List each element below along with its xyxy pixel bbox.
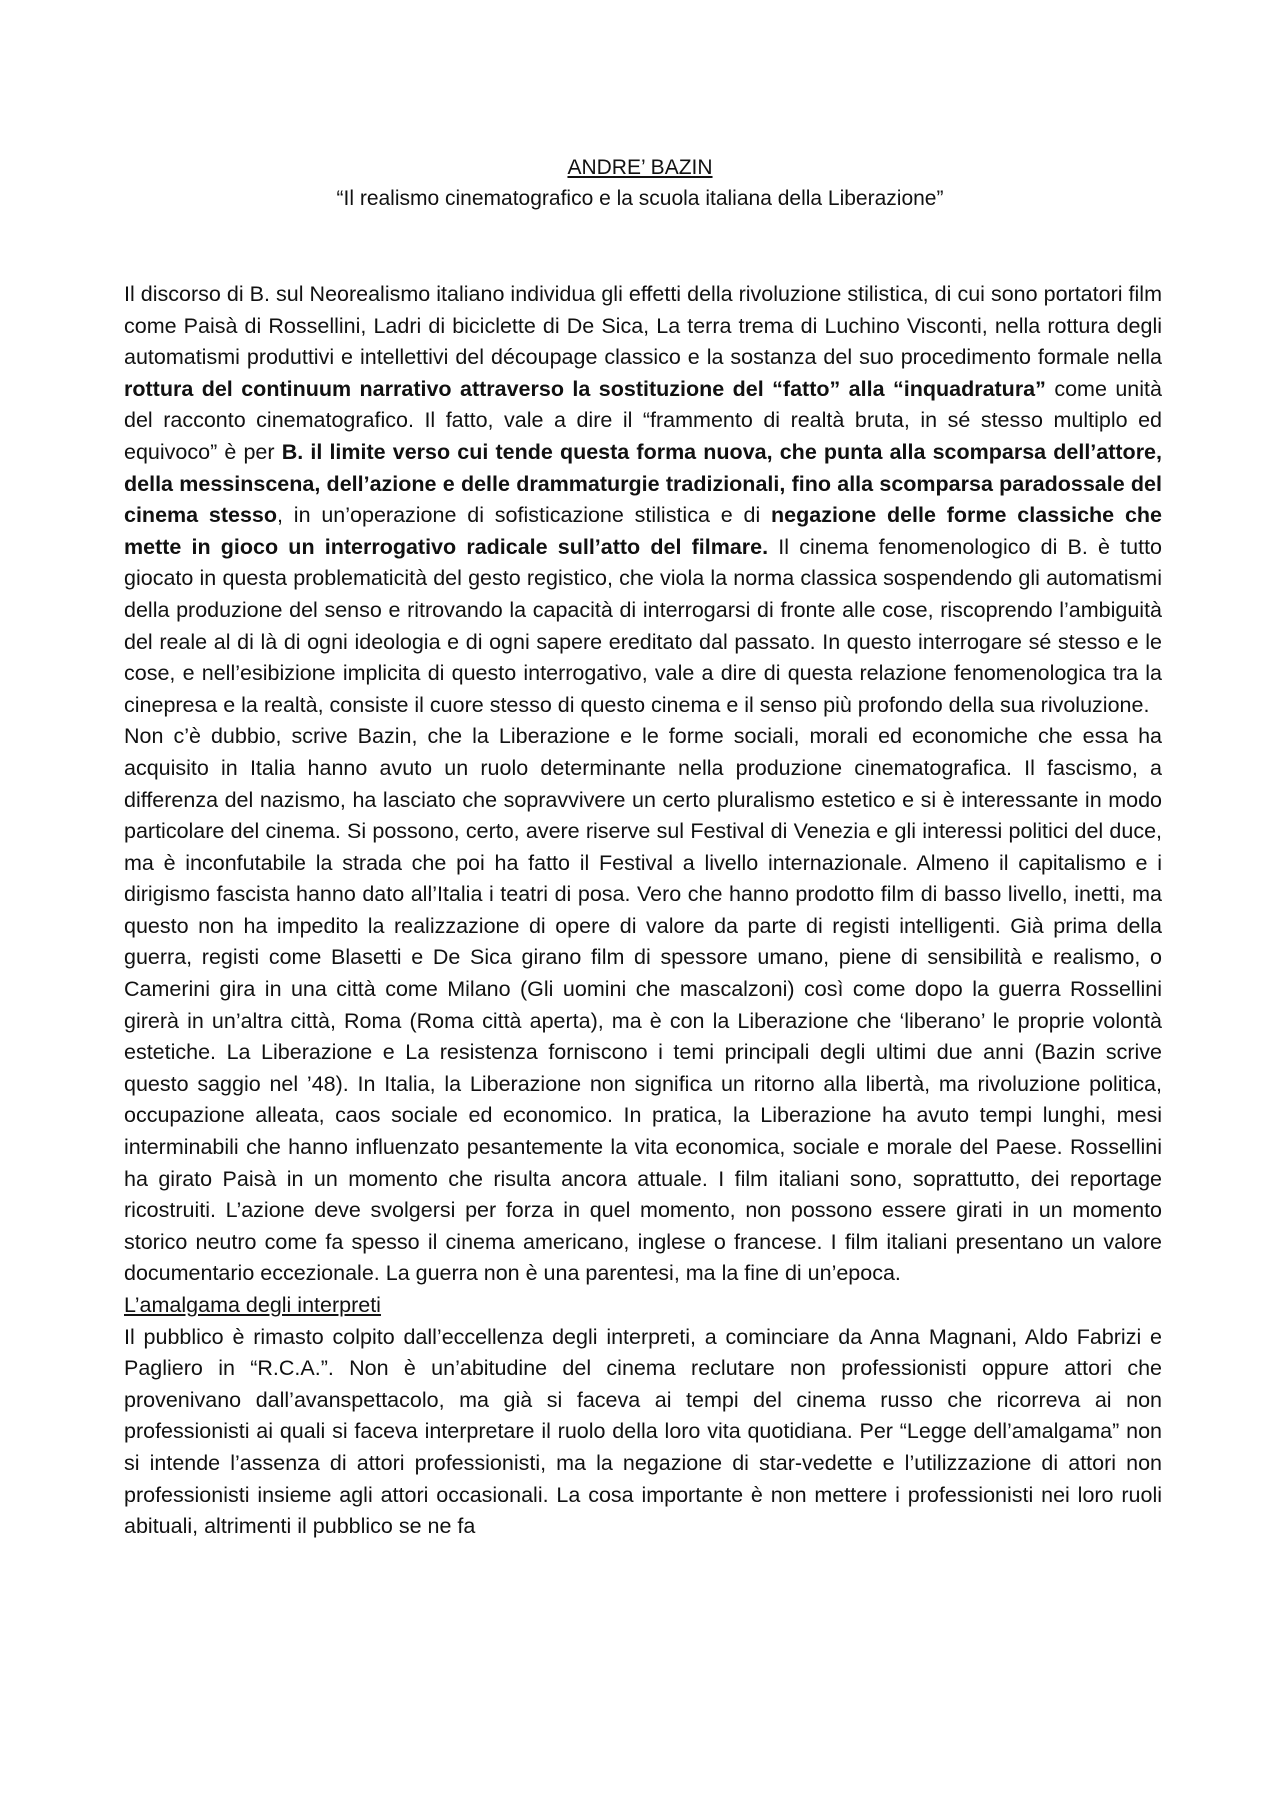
paragraph-intro	[124, 279, 1162, 721]
document-header	[0, 152, 1280, 214]
paragraph-liberation: Non c’è dubbio, scrive Bazin, che la Liberazione e le forme sociali, morali ed economiche che essa ha acquisito in Italia hanno avuto un ruolo determinante nella produzione cinematografica. Il fascismo, a differenza del nazismo, ha lasciato che sopravvivere un certo pluralismo estetico e si è interessante in modo particolare del cinema. Si possono, certo, avere riserve sul Festival di Venezia e gli interessi politici del duce, ma è inconfutabile la strada che poi ha fatto il Festival a livello internazionale. Almeno il capitalismo e i dirigismo fascista hanno dato all’Italia i teatri di posa. Vero che hanno prodotto film di basso livello, inetti, ma questo non ha impedito la realizzazione di opere di valore da parte di registi intelligenti. Già prima della guerra, registi come Blasetti e De Sica girano film di spessore umano, piene di sensibilità e realismo, o Camerini gira in una città come Milano (Gli uomini che mascalzoni) così come dopo la guerra Rossellini girerà in un’altra città, Roma (Roma città aperta), ma è con la Liberazione che ‘liberano’ le proprie volontà estetiche. La Liberazione e La resistenza forniscono i temi principali degli ultimi due anni (Bazin scrive questo saggio nel ’48). In Italia, la Liberazione non significa un ritorno alla libertà, ma rivoluzione politica, occupazione alleata, caos sociale ed economico. In pratica, la Liberazione ha avuto tempi lunghi, mesi interminabili che hanno influenzato pesantemente la vita economica, sociale e morale del Paese. Rossellini ha girato Paisà in un momento che risulta ancora attuale. I film italiani sono, soprattutto, dei reportage ricostruiti. L’azione deve svolgersi per forza in quel momento, non possono essere girati in un momento storico neutro come fa spesso il cinema americano, inglese o francese. I film italiani presentano un valore documentario eccezionale. La guerra non è una parentesi, ma la fine di un’epoca.	[124, 724, 1162, 1286]
text-segment: Il cinema fenomenologico di B. è tutto giocato in questa problematicità del gesto registico, che viola la norma classica sospendendo gli automatismi della produzione del senso e ritrovando la capacità di interrogarsi di fronte alle cose, riscoprendo l’ambiguità del reale al di là di ogni ideologia e di ogni sapere ereditato dal passato. In questo interrogare sé stesso e le cose, e nell’esibizione implicita di questo interrogativo, vale a dire di questa relazione fenomenologica tra la cinepresa e la realtà, consiste il cuore stesso di questo cinema e il senso più profondo della sua rivoluzione.	[124, 534, 1163, 717]
document-title: ANDRE’ BAZIN	[567, 156, 713, 179]
bold-segment: rottura del continuum narrativo attraverso la sostituzione del “fatto” alla “inquadratura”	[124, 376, 1046, 401]
section-heading: L’amalgama degli interpreti	[124, 1293, 381, 1317]
document-subtitle: “Il realismo cinematografico e la scuola italiana della Liberazione”	[336, 187, 944, 210]
paragraph-amalgama: Il pubblico è rimasto colpito dall’eccellenza degli interpreti, a cominciare da Anna Magnani, Aldo Fabrizi e Pagliero in “R.C.A.”. Non è un’abitudine del cinema reclutare non professionisti oppure attori che provenivano dall’avanspettacolo, ma già si faceva ai tempi del cinema russo che ricorreva ai non professionisti ai quali si faceva interpretare il ruolo della loro vita quotidiana. Per “Legge dell’amalgama” non si intende l’assenza di attori professionisti, ma la negazione di star-vedette e l’utilizzazione di attori non professionisti insieme agli attori occasionali. La cosa importante è non mettere i professionisti nei loro ruoli abituali, altrimenti il pubblico se ne fa	[124, 1324, 1162, 1539]
text-segment: , in un’operazione di sofisticazione stilistica e di	[277, 503, 772, 528]
bold-segment: B. il limite verso cui tende questa forma nuova, che punta alla scomparsa dell’attore, della messinscena, dell’azione e delle drammaturgie tradizionali, fino alla scomparsa paradossale del cinema stesso	[124, 439, 1162, 528]
text-segment: come unità del racconto cinematografico. Il fatto, vale a dire il “frammento di realtà bruta, in sé stesso multiplo ed equivoco” è per	[124, 376, 1162, 464]
text-segment: Il discorso di B. sul Neorealismo italiano individua gli effetti della rivoluzione stilistica, di cui sono portatori film come Paisà di Rossellini, Ladri di biciclette di De Sica, La terra trema di Luchino Visconti, nella rottura degli automatismi produttivi e intellettivi del découpage classico e la sostanza del suo procedimento formale nella	[124, 282, 1162, 370]
document-body	[124, 279, 1162, 1543]
bold-segment: negazione delle forme classiche che mette in gioco un interrogativo radicale sull’atto del filmare.	[124, 503, 1162, 559]
